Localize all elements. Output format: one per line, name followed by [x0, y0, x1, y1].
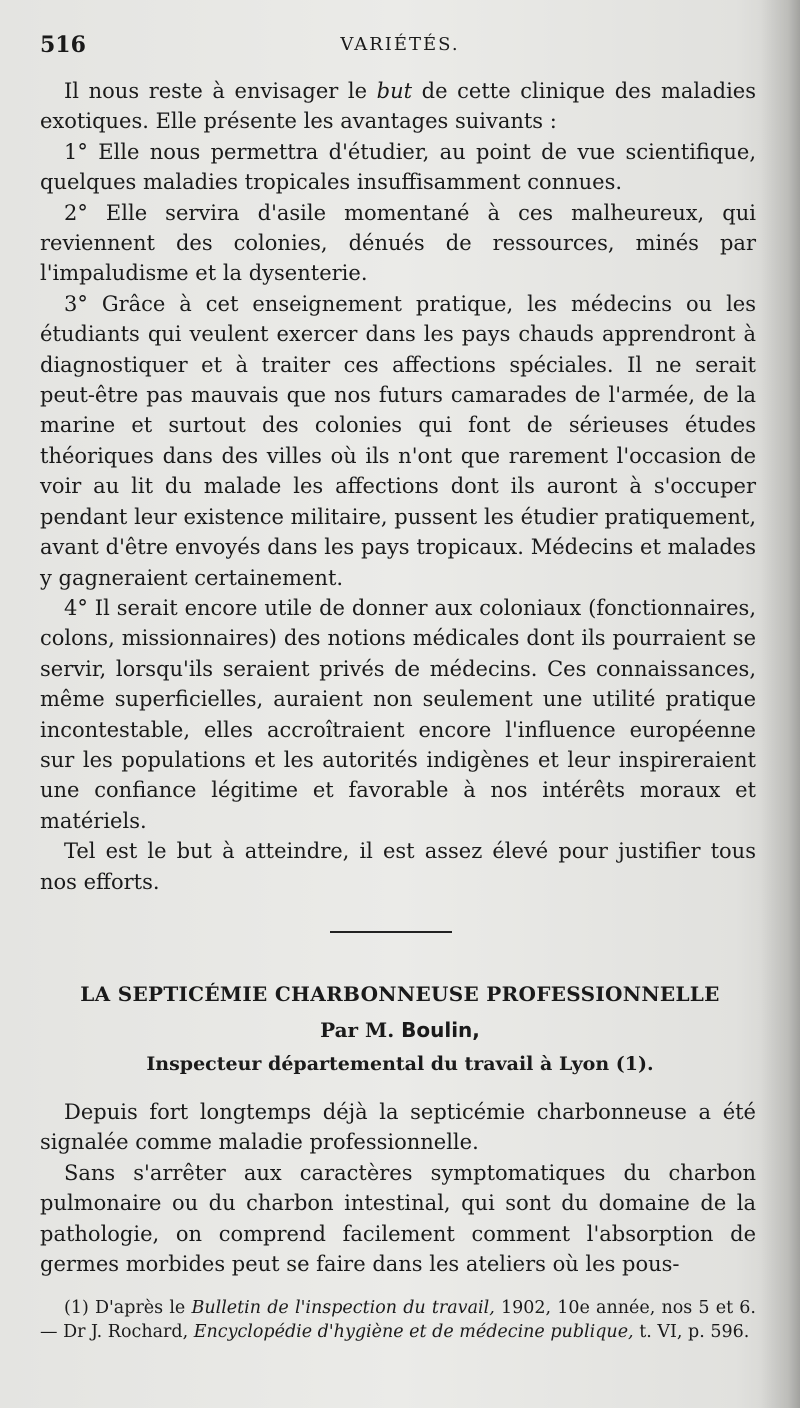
author-name: Boulin, [401, 1018, 480, 1042]
page-gutter-shadow [760, 0, 800, 1408]
article-paragraph-1: Depuis fort longtemps déjà la septicémie charbonneuse a été signalée comme maladie professionnelle. [40, 1100, 756, 1155]
paragraph-conclusion: Tel est le but à atteindre, il est assez élevé pour justifier tous nos efforts. [40, 839, 756, 894]
footnote-citation-bulletin: Bulletin de l'inspection du travail, [191, 1298, 495, 1318]
running-header [40, 32, 760, 62]
paragraph-intro: Il nous reste à envisager le but de cette clinique des maladies exotiques. Elle présente les avantages suivants : [40, 79, 756, 134]
author-affiliation: Inspecteur départemental du travail à Lyon (1). [146, 1053, 654, 1075]
paragraph-point-3: 3° Grâce à cet enseignement pratique, les médecins ou les étudiants qui veulent exercer dans les pays chauds apprendront à diagnostiquer et à traiter ces affections spéciales. Il ne serait peut-être pas mauvais que nos futurs camarades de l'armée, de la marine et surtout des colonies qui font de sérieuses études théoriques dans des villes où ils n'ont que rarement l'occasion de voir au lit du malade les affections dont ils auront à s'occuper pendant leur existence militaire, pussent les étudier pratiquement, avant d'être envoyés dans les pays tropicaux. Médecins et malades y gagneraient certainement. [40, 291, 756, 590]
paragraph-point-4: 4° Il serait encore utile de donner aux coloniaux (fonctionnaires, colons, missionnaires) des notions médicales dont ils pourraient se servir, lorsqu'ils seraient privés de médecins. Ces connaissances, même superficielles, auraient non seulement une utilité pratique incontestable, elles accroîtraient encore l'influence européenne sur les populations et les autorités indigènes et leur inspireraient une confiance légitime et favorable à nos intérêts moraux et matériels. [40, 595, 756, 833]
running-title: VARIÉTÉS. [340, 34, 460, 55]
article-title: LA SEPTICÉMIE CHARBONNEUSE PROFESSIONNELLE [80, 982, 720, 1006]
paragraph-point-2: 2° Elle servira d'asile momentané à ces malheureux, qui reviennent des colonies, dénués de ressources, minés par l'impaludisme et la dysenterie. [40, 200, 756, 286]
footnote-citation-encyclopedie: Encyclopédie d'hygiène et de médecine publique, [193, 1322, 634, 1342]
paragraph-point-1: 1° Elle nous permettra d'étudier, au point de vue scientifique, quelques maladies tropicales insuffisamment connues. [40, 139, 756, 195]
section-body [40, 76, 756, 897]
page-number: 516 [40, 32, 86, 58]
section-separator [330, 931, 452, 933]
emphasis-but: but [376, 79, 413, 103]
footnote: (1) D'après le Bulletin de l'inspection du travail, 1902, 10e année, nos 5 et 6. — Dr J. Rochard, Encyclopédie d'hygiène et de médecine publique, t. VI, p. 596. [40, 1298, 756, 1342]
article-body [40, 1097, 756, 1279]
article-byline: Par M. Boulin, [320, 1018, 480, 1042]
article-paragraph-2: Sans s'arrêter aux caractères symptomatiques du charbon pulmonaire ou du charbon intestinal, qui sont du domaine de la pathologie, on comprend facilement comment l'absorption de germes morbides peut se faire dans les ateliers où les pous- [40, 1160, 756, 1277]
